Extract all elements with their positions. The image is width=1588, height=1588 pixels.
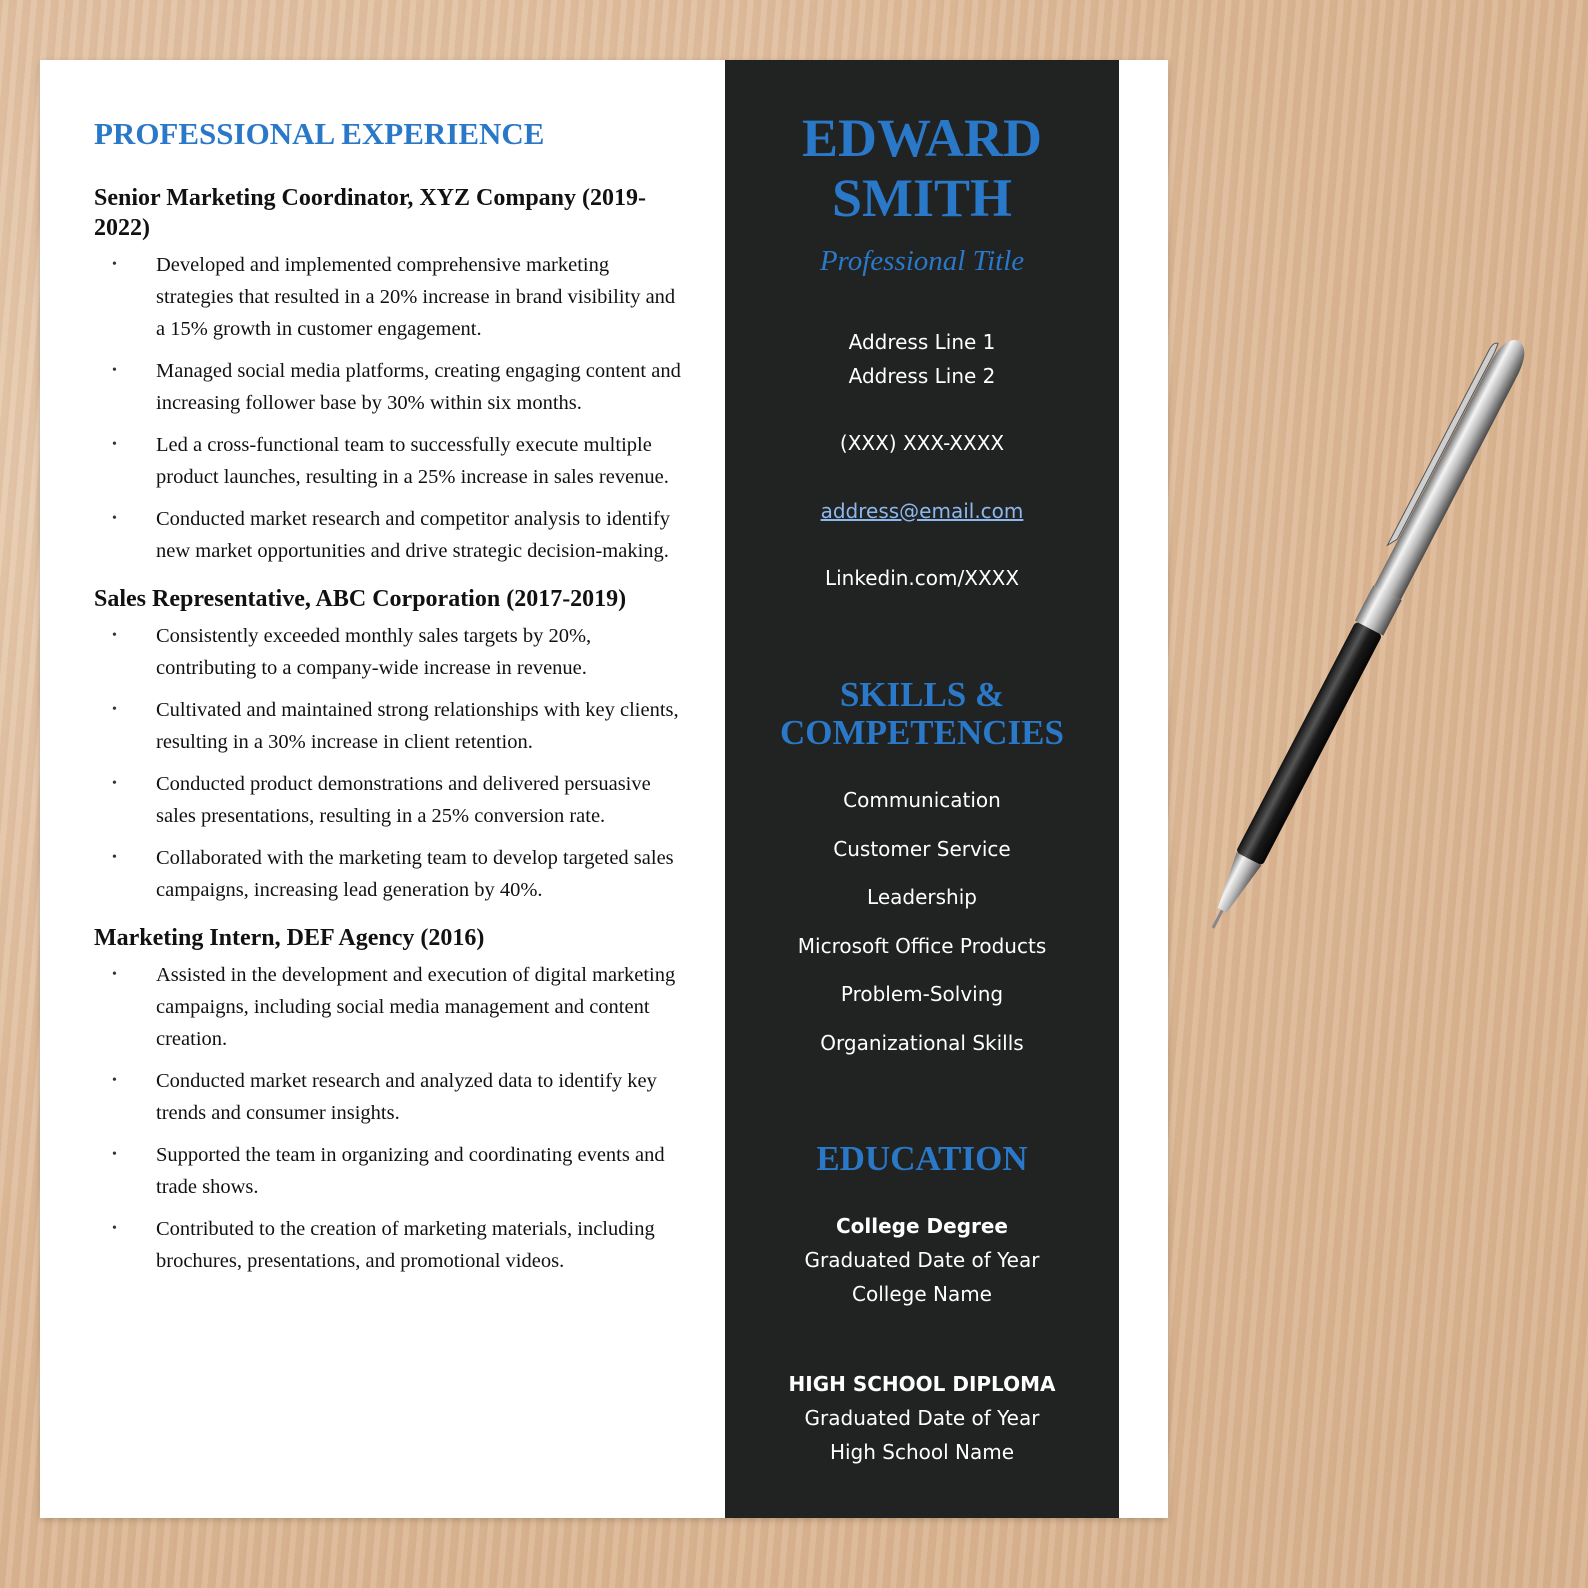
- bullet-icon: •: [112, 1147, 117, 1162]
- graduation-date: Graduated Date of Year: [804, 1406, 1040, 1430]
- professional-title: Professional Title: [819, 245, 1025, 277]
- bullet-text: Led a cross-functional team to successfully execute multiple product launches, resulting in a 25% increase in sales revenue.: [156, 434, 669, 488]
- skill-item: Communication: [843, 788, 1001, 812]
- bullet-text: Assisted in the development and execution of digital marketing campaigns, including social media management and content creation.: [156, 964, 676, 1050]
- email-link[interactable]: address@email.com: [820, 499, 1024, 523]
- bullet-icon: •: [112, 702, 117, 717]
- bullet-text: Conducted market research and competitor analysis to identify new market opportunities and drive strategic decision-making.: [156, 508, 671, 562]
- address-line-1: Address Line 1: [848, 330, 996, 354]
- bullet-text: Developed and implemented comprehensive marketing strategies that resulted in a 20% increase in brand visibility and a 15% growth in customer engagement.: [156, 254, 676, 340]
- last-name: SMITH: [831, 168, 1013, 228]
- bullet-icon: •: [112, 1073, 117, 1088]
- linkedin: Linkedin.com/XXXX: [824, 566, 1020, 590]
- bullet-icon: •: [112, 1221, 117, 1236]
- bullet-icon: •: [112, 511, 117, 526]
- phone: (XXX) XXX-XXXX: [839, 431, 1005, 455]
- job-title: Senior Marketing Coordinator, XYZ Company (2019-2022): [94, 185, 647, 241]
- bullet-text: Cultivated and maintained strong relationships with key clients, resulting in a 30% increase in client retention.: [156, 699, 679, 753]
- job-title: Marketing Intern, DEF Agency (2016): [94, 925, 485, 951]
- skill-item: Customer Service: [833, 837, 1011, 861]
- skills-heading-line-2: COMPETENCIES: [780, 713, 1064, 752]
- degree: College Degree: [835, 1214, 1008, 1238]
- bullet-text: Conducted product demonstrations and delivered persuasive sales presentations, resulting in a 25% conversion rate.: [156, 773, 651, 827]
- skill-item: Problem-Solving: [840, 982, 1004, 1006]
- bullet-icon: •: [112, 967, 117, 982]
- skill-item: Leadership: [867, 885, 977, 909]
- address-line-2: Address Line 2: [848, 364, 996, 388]
- bullet-icon: •: [112, 363, 117, 378]
- bullet-text: Consistently exceeded monthly sales targets by 20%, contributing to a company-wide increase in revenue.: [156, 625, 592, 679]
- bullet-icon: •: [112, 628, 117, 643]
- skill-item: Microsoft Office Products: [797, 934, 1047, 958]
- education-heading: EDUCATION: [816, 1139, 1028, 1178]
- degree: HIGH SCHOOL DIPLOMA: [788, 1372, 1056, 1396]
- bullet-text: Collaborated with the marketing team to develop targeted sales campaigns, increasing lead generation by 40%.: [156, 847, 674, 901]
- job-title: Sales Representative, ABC Corporation (2017-2019): [94, 586, 627, 612]
- first-name: EDWARD: [801, 108, 1043, 168]
- school-name: College Name: [852, 1282, 992, 1306]
- bullet-text: Contributed to the creation of marketing materials, including brochures, presentations, and promotional videos.: [156, 1218, 655, 1272]
- bullet-text: Supported the team in organizing and coordinating events and trade shows.: [156, 1144, 665, 1198]
- bullet-text: Managed social media platforms, creating engaging content and increasing follower base by 30% within six months.: [156, 360, 681, 414]
- skills-heading-line-1: SKILLS &: [839, 675, 1005, 714]
- school-name: High School Name: [829, 1440, 1015, 1464]
- bullet-icon: •: [112, 257, 117, 272]
- experience-heading: PROFESSIONAL EXPERIENCE: [94, 116, 545, 151]
- bullet-icon: •: [112, 437, 117, 452]
- bullet-icon: •: [112, 850, 117, 865]
- skill-item: Organizational Skills: [820, 1031, 1024, 1055]
- bullet-text: Conducted market research and analyzed data to identify key trends and consumer insights.: [156, 1070, 657, 1124]
- graduation-date: Graduated Date of Year: [804, 1248, 1040, 1272]
- bullet-icon: •: [112, 776, 117, 791]
